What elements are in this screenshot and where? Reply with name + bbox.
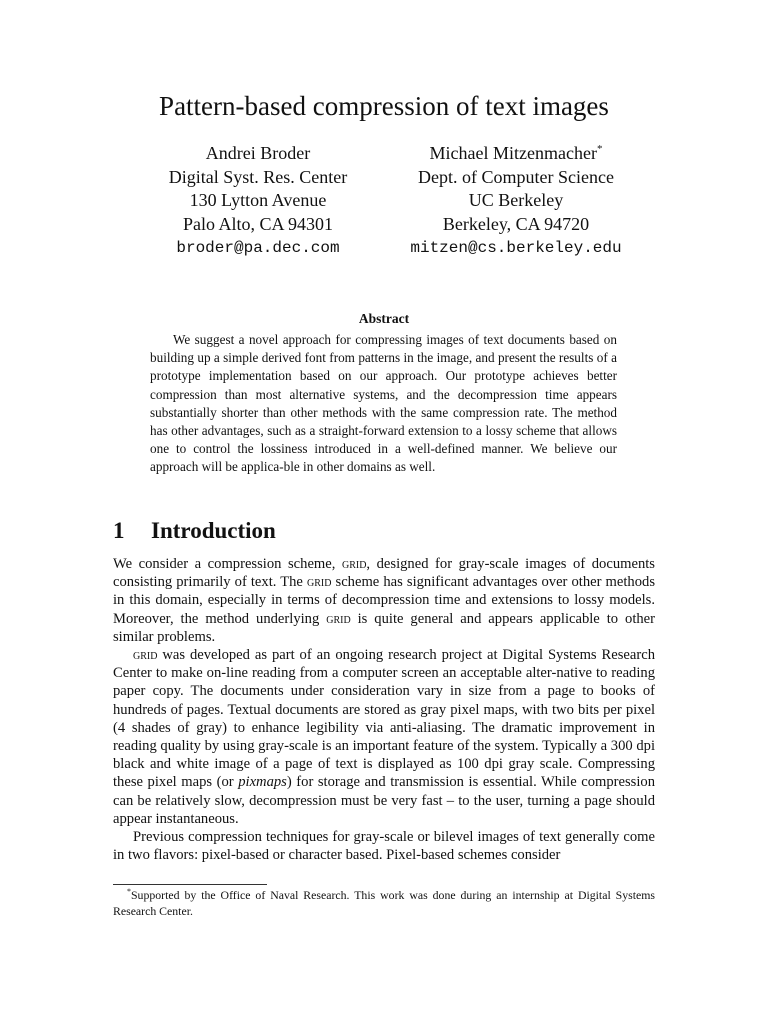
paper-title: Pattern-based compression of text images (159, 91, 609, 121)
footnote-rule (113, 884, 267, 885)
author-address-city: Berkeley, CA 94720 (442, 213, 590, 234)
paragraph-text: , designed for gray-scale images of documents consisting primarily of text. The (113, 556, 655, 591)
section-heading (113, 516, 276, 546)
author-address-street: 130 Lytton Avenue (189, 190, 327, 210)
paragraph-text: scheme has significant advantages over other methods in this domain, especially in terms of decompression time and extensions to lossy models. Moreover, the method underlying (113, 574, 655, 627)
author-name: Michael Mitzenmacher (429, 143, 597, 163)
paragraph (113, 555, 655, 646)
abstract-text: We suggest a novel approach for compressing images of text documents based on building up a simple derived font from patterns in the image, and present the results of a prototype implementation based on our approach. Our prototype achieves better compression than most alternative systems, and the decompression time appears substantially shorter than other methods with the same compression rate. The method has other advantages, such as a straight-forward extension to a lossy scheme that allows one to control the lossiness introduced in a well-defined manner. We believe our approach will be applica-ble in other domains as well. (150, 332, 617, 475)
footnote-text: Supported by the Office of Naval Research. This work was done during an internship at Digital Systems Research Center. (113, 888, 655, 918)
author-email: broder@pa.dec.com (176, 239, 340, 257)
author-email: mitzen@cs.berkeley.edu (410, 239, 622, 257)
paragraph-text: is quite general and appears applicable to other similar problems. (113, 610, 656, 645)
abstract-heading: Abstract (358, 311, 410, 326)
system-name: grid (326, 610, 351, 627)
section-number: 1 (113, 518, 125, 543)
emphasis-text: pixmaps (238, 774, 287, 791)
system-name: grid (341, 556, 367, 572)
author-name: Andrei Broder (205, 143, 311, 163)
author-block-broder (148, 142, 368, 261)
paragraph (113, 646, 655, 828)
paragraph (113, 828, 655, 864)
author-name-line (380, 142, 652, 166)
section-title: Introduction (151, 518, 276, 543)
footnote-mark: * (127, 887, 131, 896)
paragraph-text: ) for storage and transmission is essential. While compression can be relatively slow, decompression must be very fast – to the user, turning a page should appear instantaneous. (113, 774, 655, 827)
body-text (113, 555, 655, 864)
author-affiliation: Digital Syst. Res. Center (168, 166, 348, 187)
paragraph-text: We consider a compression scheme, (113, 556, 342, 572)
author-address-street: UC Berkeley (468, 190, 564, 210)
paragraph-text: Previous compression techniques for gray-scale or bilevel images of text generally come in two flavors: pixel-based or character based. Pixel-based schemes consider (113, 829, 655, 864)
paragraph-text: was developed as part of an ongoing research project at Digital Systems Research Center to make on-line reading from a computer screen an acceptable alter-native to reading paper copy. The documents under consideration vary in size from a page to books of hundreds of pages. Textual documents are stored as gray pixel maps, with two bits per pixel (4 shades of gray) to enhance legibility via anti-aliasing. The dramatic improvement in reading quality by using gray-scale is an important feature of the system. Typically a 300 dpi black and white image of a page of text is displayed as 100 dpi gray scale. Compressing these pixel maps (or (113, 647, 655, 791)
footnote-marker: * (596, 143, 603, 155)
author-address-city: Palo Alto, CA 94301 (182, 213, 334, 234)
footnote (113, 887, 655, 919)
author-affiliation: Dept. of Computer Science (418, 166, 614, 187)
system-name: grid (307, 574, 332, 591)
system-name: grid (133, 647, 158, 664)
author-block-mitzenmacher (380, 142, 652, 261)
